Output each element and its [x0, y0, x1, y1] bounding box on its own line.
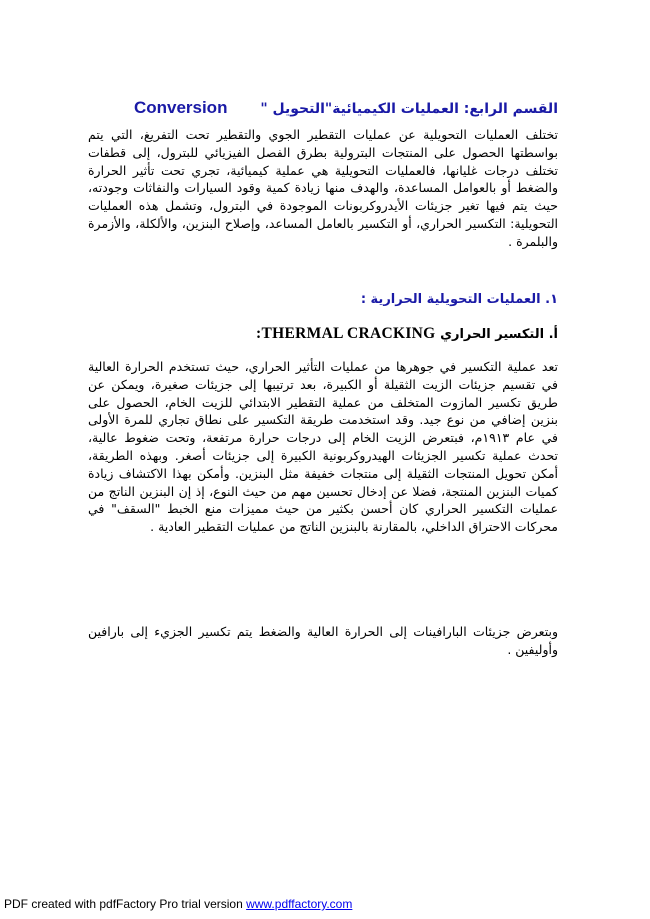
subsection-heading-latin: THERMAL CRACKING: — [256, 325, 436, 342]
section-heading-thermal-processes: ١. العمليات التحويلية الحرارية : — [360, 292, 558, 307]
main-heading — [88, 98, 558, 118]
footer-text: PDF created with pdfFactory Pro trial version — [4, 897, 247, 911]
paragraph-thermal-cracking: تعد عملية التكسير في جوهرها من عمليات التأثير الحراري، حيث تستخدم الحرارة العالية في تقسيم جزيئات الزيت الثقيلة أو الكبيرة، بعد ترتيبها إلى جزيئات صغيرة، ويمكن عن طريق تكسير المازوت المتخلف من عملية التقطير الابتدائي للزيت الخام، الحصول على بنزين إضافي من نوع جيد. وقد استخدمت طريقة التكسير على نطاق تجاري للمرة الأولى في عام ١٩١٣م، فبتعرض الزيت الخام إلى درجات حرارة مرتفعة، وتحت ضغوط عالية، تحدث عملية تكسير الجزيئات الهيدروكربونية الكبيرة إلى جزيئات أصغر. وبهذه الطريقة، أمكن تحويل المنتجات الثقيلة إلى منتجات خفيفة مثل البنزين. وأمكن بهذا الاكتشاف زيادة كميات البنزين المنتجة، فضلا عن إدخال تحسين مهم من حيث النوع، إذ إن البنزين الناتج من عمليات التكسير الحراري كان أحسن بكثير من حيث مميزات منع الخبط "السقف" في محركات الاحتراق الداخلي، بالمقارنة بالبنزين الناتج من عمليات التقطير العادية . — [88, 359, 558, 535]
main-heading-latin: Conversion — [133, 98, 228, 117]
footer-link[interactable]: www.pdffactory.com — [246, 897, 353, 911]
pdf-footer — [4, 897, 352, 911]
paragraph-intro: تختلف العمليات التحويلية عن عمليات التقطير الجوي والتقطير تحت التفريغ، التي يتم بواسطتها الحصول على المنتجات البترولية بطرق الفصل الفيزيائي للبترول، إلى قطفات تختلف درجات غليانها، فالعمليات التحويلية هي عملية كيميائية، تجري تحت تأثير الحرارة والضغط أو بالعوامل المساعدة، والهدف منها زيادة كمية وقود السيارات والنفاثات وجودته، حيث يتم فيها تغير جزيئات الأيدروكربونات الموجودة في البترول، وتشمل هذه العمليات التحويلية: التكسير الحراري، أو التكسير بالعامل المساعد، وإصلاح البنزين، والألكلة، والأزمرة والبلمرة . — [88, 127, 558, 249]
subsection-heading-thermal-cracking — [88, 325, 558, 343]
paragraph-paraffins: وبتعرض جزيئات البارافينات إلى الحرارة العالية والضغط يتم تكسير الجزيء إلى بارافين وأوليفين . — [88, 624, 558, 657]
main-heading-arabic: القسم الرابع: العمليات الكيميائية"التحويل " — [260, 101, 558, 117]
subsection-heading-arabic: أ. التكسير الحراري — [440, 327, 558, 342]
